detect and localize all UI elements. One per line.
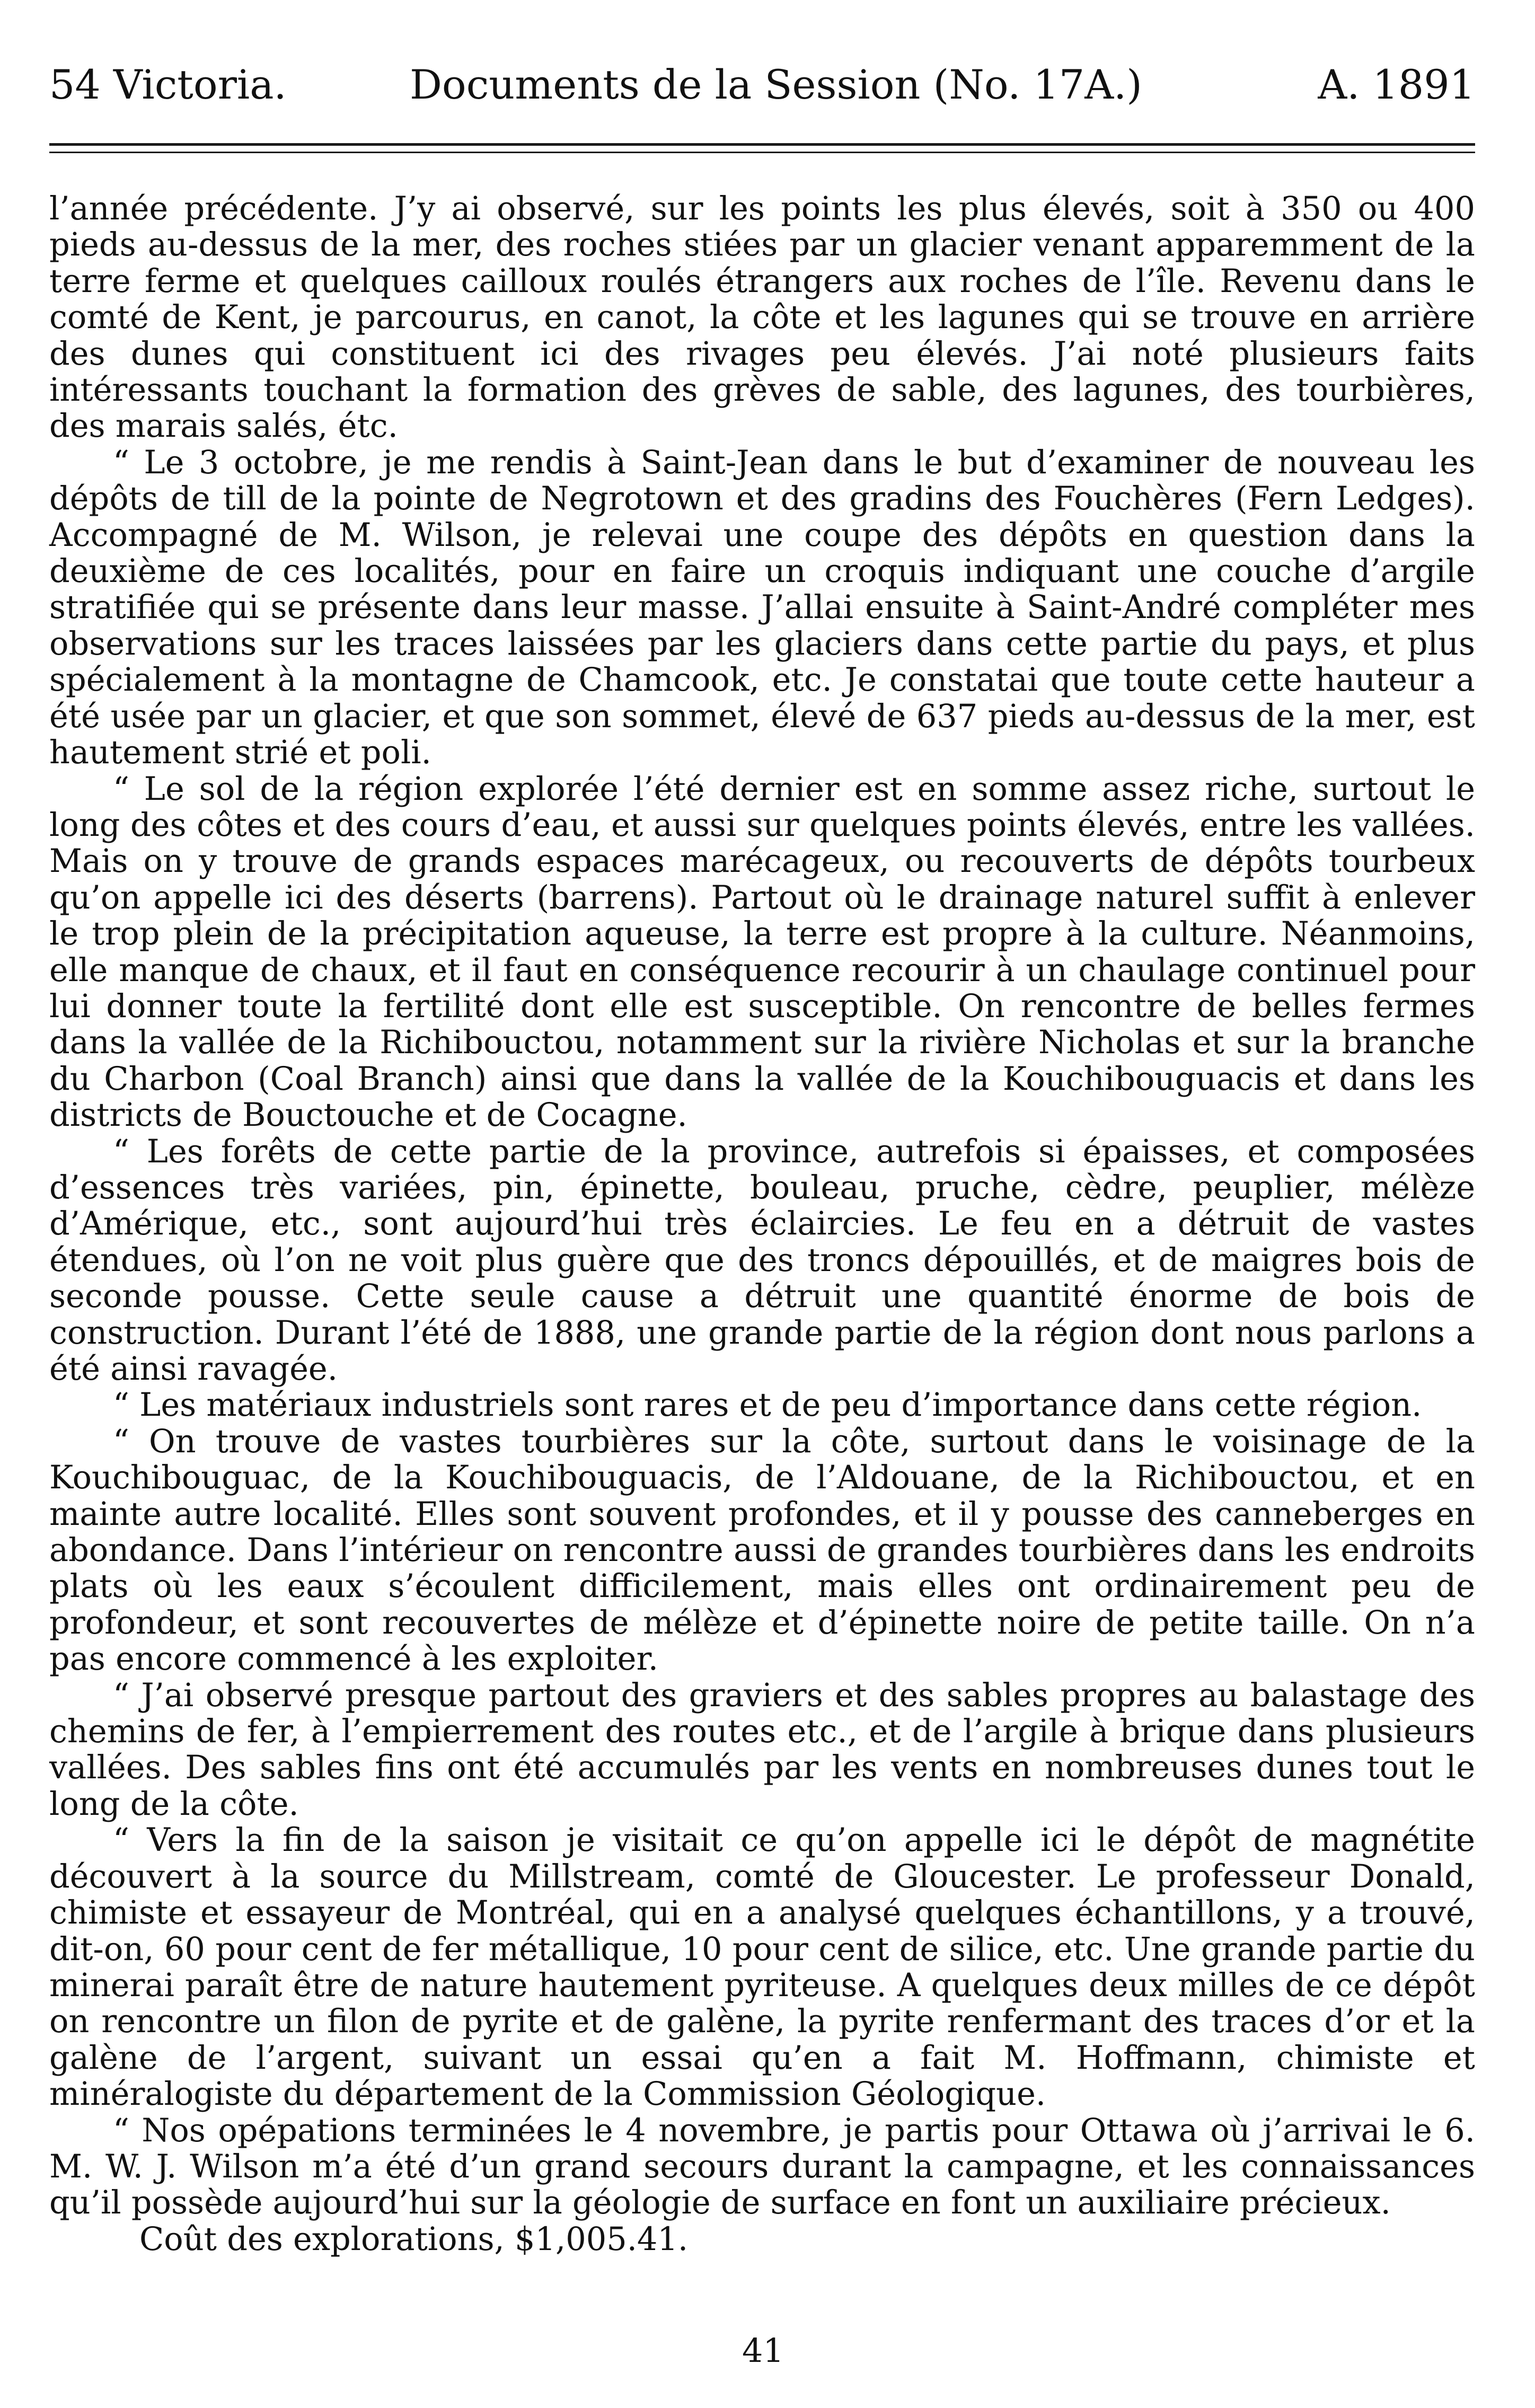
- paragraph-soil: “ Le sol de la région explorée l’été dernier est en somme assez riche, surtout le long des côtes et des cours d’eau, et aussi sur quelques points élevés, entre les vallées. Mais on y trouve de grands espaces marécageux, ou recouverts de dépôts tourbeux qu’on appelle ici des déserts (barrens). Partout où le drainage naturel suffit à enlever le trop plein de la précipitation aqueuse, la terre est propre à la culture. Néanmoins, elle manque de chaux, et il faut en conséquence recourir à un chaulage continuel pour lui donner toute la fertilité dont elle est susceptible. On rencontre de belles fermes dans la vallée de la Richibouctou, notamment sur la rivière Nicholas et sur la branche du Charbon (Coal Branch) ainsi que dans la vallée de la Kouchibouguacis et dans les districts de Bouctouche et de Cocagne.: [49, 770, 1475, 1134]
- paragraph-gravels: “ J’ai observé presque partout des graviers et des sables propres au balastage des chemins de fer, à l’empierrement des routes etc., et de l’argile à brique dans plusieurs vallées. Des sables fins ont été accumulés par les vents en nombreuses dunes tout le long de la côte.: [49, 1677, 1475, 1823]
- page-header: [49, 53, 1475, 117]
- header-volume: 54 Victoria.: [49, 61, 287, 108]
- body-text: [49, 191, 1475, 2257]
- header-year: A. 1891: [1318, 61, 1475, 108]
- paragraph-magnetite: “ Vers la fin de la saison je visitait ce qu’on appelle ici le dépôt de magnétite découvert à la source du Millstream, comté de Gloucester. Le professeur Donald, chimiste et essayeur de Montréal, qui en a analysé quelques échantillons, y a trouvé, dit-on, 60 pour cent de fer métallique, 10 pour cent de silice, etc. Une grande partie du minerai paraît être de nature hautement pyriteuse. A quelques deux milles de ce dépôt on rencontre un filon de pyrite et de galène, la pyrite renfermant des traces d’or et la galène de l’argent, suivant un essai qu’en a fait M. Hoffmann, chimiste et minéralogiste du département de la Commission Géologique.: [49, 1822, 1475, 2113]
- paragraph-saint-jean: “ Le 3 octobre, je me rendis à Saint-Jean dans le but d’examiner de nouveau les dépôts de till de la pointe de Negrotown et des gradins des Fouchères (Fern Ledges). Accompagné de M. Wilson, je relevai une coupe des dépôts en question dans la deuxième de ces localités, pour en faire un croquis indiquant une couche d’argile stratifiée qui se présente dans leur masse. J’allai ensuite à Saint-André compléter mes observations sur les traces laissées par les glaciers dans cette partie du pays, et plus spécialement à la montagne de Chamcook, etc. Je constatai que toute cette hauteur a été usée par un glacier, et que son sommet, élevé de 637 pieds au-dessus de la mer, est hautement strié et poli.: [49, 444, 1475, 772]
- cost-line: Coût des explorations, $1,005.41.: [139, 2220, 689, 2258]
- header-title: Documents de la Session (No. 17A.): [410, 61, 1142, 108]
- header-rule-bottom: [49, 152, 1475, 153]
- paragraph-continuation: l’année précédente. J’y ai observé, sur les points les plus élevés, soit à 350 ou 400 pieds au-dessus de la mer, des roches stiées par un glacier venant apparemment de la terre ferme et quelques cailloux roulés étrangers aux roches de l’île. Revenu dans le comté de Kent, je parcourus, en canot, la côte et les lagunes qui se trouve en arrière des dunes qui constituent ici des rivages peu élevés. J’ai noté plusieurs faits intéressants touchant la formation des grèves de sable, des lagunes, des tourbières, des marais salés, étc.: [49, 190, 1475, 445]
- page-number: 41: [742, 2331, 784, 2370]
- paragraph-materials: “ Les matériaux industriels sont rares et de peu d’importance dans cette région.: [113, 1387, 1422, 1424]
- header-rule-top: [49, 143, 1475, 146]
- paragraph-conclusion: “ Nos opépations terminées le 4 novembre, je partis pour Ottawa où j’arrivai le 6. M. W. J. Wilson m’a été d’un grand secours durant la campagne, et les connaissances qu’il possède aujourd’hui sur la géologie de surface en font un auxiliaire précieux.: [49, 2112, 1475, 2222]
- paragraph-peat-bogs: “ On trouve de vastes tourbières sur la côte, surtout dans le voisinage de la Kouchibouguac, de la Kouchibouguacis, de l’Aldouane, de la Richibouctou, et en mainte autre localité. Elles sont souvent profondes, et il y pousse des canneberges en abondance. Dans l’intérieur on rencontre aussi de grandes tourbières dans les endroits plats où les eaux s’écoulent difficilement, mais elles ont ordinairement peu de profondeur, et sont recouvertes de mélèze et d’épinette noire de petite taille. On n’a pas encore commencé à les exploiter.: [49, 1423, 1475, 1678]
- paragraph-forests: “ Les forêts de cette partie de la province, autrefois si épaisses, et composées d’essences très variées, pin, épinette, bouleau, pruche, cèdre, peuplier, mélèze d’Amérique, etc., sont aujourd’hui très éclaircies. Le feu en a détruit de vastes étendues, où l’on ne voit plus guère que des troncs dépouillés, et de maigres bois de seconde pousse. Cette seule cause a détruit une quantité énorme de bois de construction. Durant l’été de 1888, une grande partie de la région dont nous parlons a été ainsi ravagée.: [49, 1133, 1475, 1388]
